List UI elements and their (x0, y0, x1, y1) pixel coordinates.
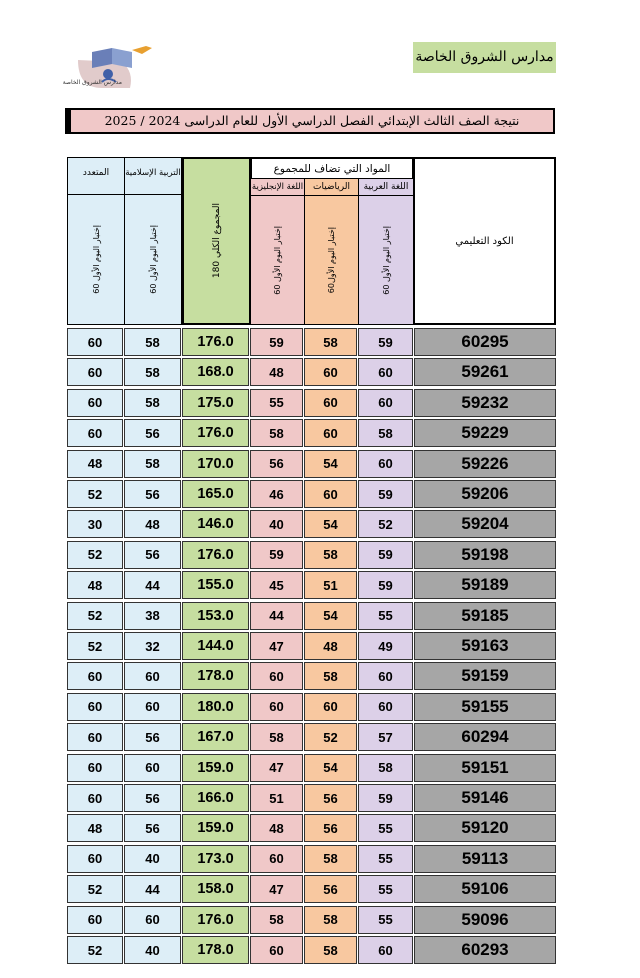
cell-math: 54 (304, 602, 357, 630)
cell-total: 180.0 (182, 693, 249, 721)
header-islamic-exam (124, 194, 182, 325)
cell-multi: 52 (67, 541, 123, 569)
cell-islamic: 60 (124, 662, 181, 690)
cell-english: 60 (250, 693, 303, 721)
cell-arabic: 60 (358, 358, 413, 386)
cell-arabic: 55 (358, 602, 413, 630)
cell-code: 59155 (414, 693, 556, 721)
header-english (250, 178, 305, 196)
cell-math: 58 (304, 328, 357, 356)
cell-multi: 60 (67, 662, 123, 690)
table-row (67, 784, 556, 812)
cell-multi: 52 (67, 480, 123, 508)
table-row (67, 723, 556, 751)
cell-arabic: 57 (358, 723, 413, 751)
cell-arabic: 59 (358, 480, 413, 508)
cell-multi: 60 (67, 358, 123, 386)
cell-islamic: 48 (124, 510, 181, 538)
cell-code: 59146 (414, 784, 556, 812)
cell-islamic: 44 (124, 571, 181, 599)
table-row (67, 875, 556, 903)
cell-multi: 48 (67, 814, 123, 842)
header-english-label: اللغة الإنجليزية (251, 182, 304, 192)
header-math (304, 178, 359, 196)
cell-arabic: 60 (358, 389, 413, 417)
cell-islamic: 56 (124, 723, 181, 751)
cell-code: 59232 (414, 389, 556, 417)
cell-arabic: 55 (358, 845, 413, 873)
page-title: نتيجة الصف الثالث الإبتدائي الفصل الدراسي الأول للعام الدراسى 2024 / 2025 (65, 108, 555, 134)
cell-math: 48 (304, 632, 357, 660)
cell-code: 59204 (414, 510, 556, 538)
cell-multi: 30 (67, 510, 123, 538)
header-arabic-label: اللغة العربية (363, 182, 409, 192)
cell-arabic: 60 (358, 450, 413, 478)
cell-multi: 60 (67, 906, 123, 934)
table-row (67, 510, 556, 538)
table-row (67, 571, 556, 599)
cell-total: 153.0 (182, 602, 249, 630)
cell-islamic: 56 (124, 814, 181, 842)
cell-code: 59206 (414, 480, 556, 508)
cell-multi: 60 (67, 754, 123, 782)
cell-total: 178.0 (182, 936, 249, 964)
header-islamic (124, 157, 182, 195)
cell-islamic: 56 (124, 419, 181, 447)
cell-arabic: 59 (358, 571, 413, 599)
cell-arabic: 55 (358, 814, 413, 842)
cell-arabic: 60 (358, 693, 413, 721)
table-row (67, 906, 556, 934)
cell-math: 51 (304, 571, 357, 599)
cell-multi: 60 (67, 723, 123, 751)
table-row (67, 814, 556, 842)
cell-english: 55 (250, 389, 303, 417)
cell-english: 47 (250, 754, 303, 782)
table-row (67, 754, 556, 782)
cell-code: 60293 (414, 936, 556, 964)
cell-code: 59151 (414, 754, 556, 782)
cell-english: 60 (250, 662, 303, 690)
cell-math: 54 (304, 450, 357, 478)
header-arabic-exam (358, 195, 414, 325)
cell-multi: 60 (67, 784, 123, 812)
cell-islamic: 60 (124, 693, 181, 721)
header-arabic (358, 178, 414, 196)
cell-total: 146.0 (182, 510, 249, 538)
cell-total: 175.0 (182, 389, 249, 417)
cell-multi: 60 (67, 419, 123, 447)
header-total (182, 157, 251, 325)
cell-arabic: 49 (358, 632, 413, 660)
cell-code: 59185 (414, 602, 556, 630)
cell-english: 47 (250, 632, 303, 660)
cell-multi: 52 (67, 632, 123, 660)
header-english-exam (250, 195, 305, 325)
cell-multi: 52 (67, 875, 123, 903)
cell-code: 60295 (414, 328, 556, 356)
cell-code: 59106 (414, 875, 556, 903)
cell-islamic: 40 (124, 845, 181, 873)
cell-total: 158.0 (182, 875, 249, 903)
cell-math: 54 (304, 754, 357, 782)
cell-total: 170.0 (182, 450, 249, 478)
cell-english: 59 (250, 541, 303, 569)
school-name-label: مدارس الشروق الخاصة (413, 42, 556, 73)
cell-islamic: 40 (124, 936, 181, 964)
cell-english: 56 (250, 450, 303, 478)
cell-english: 47 (250, 875, 303, 903)
cell-multi: 48 (67, 450, 123, 478)
cell-code: 59261 (414, 358, 556, 386)
cell-math: 58 (304, 936, 357, 964)
cell-math: 56 (304, 784, 357, 812)
cell-multi: 60 (67, 845, 123, 873)
cell-english: 48 (250, 814, 303, 842)
header-multi-label: المتعدد (82, 168, 110, 178)
cell-math: 58 (304, 906, 357, 934)
cell-total: 176.0 (182, 906, 249, 934)
header-math-label: الرياضيات (312, 182, 351, 192)
header-math-exam (304, 195, 359, 325)
exam-multi-label: إختبار اليوم الأول 60 (91, 225, 101, 294)
cell-english: 60 (250, 845, 303, 873)
cell-english: 60 (250, 936, 303, 964)
cell-english: 58 (250, 419, 303, 447)
table-row (67, 936, 556, 964)
cell-total: 176.0 (182, 419, 249, 447)
table-row (67, 358, 556, 386)
cell-total: 165.0 (182, 480, 249, 508)
header-code (413, 157, 556, 325)
header-total-label: المجموع الكلي 180 (211, 203, 222, 279)
cell-code: 59163 (414, 632, 556, 660)
cell-arabic: 58 (358, 419, 413, 447)
cell-total: 176.0 (182, 541, 249, 569)
cell-total: 144.0 (182, 632, 249, 660)
table-row (67, 602, 556, 630)
logo-text: مدارس الشروق الخاصة (62, 79, 122, 86)
cell-math: 58 (304, 662, 357, 690)
cell-math: 60 (304, 693, 357, 721)
header-group-label: المواد التي تضاف للمجموع (273, 162, 391, 175)
cell-code: 59159 (414, 662, 556, 690)
header-multi (67, 157, 125, 195)
cell-islamic: 58 (124, 389, 181, 417)
cell-code: 59198 (414, 541, 556, 569)
cell-islamic: 32 (124, 632, 181, 660)
cell-math: 60 (304, 480, 357, 508)
cell-english: 40 (250, 510, 303, 538)
cell-english: 48 (250, 358, 303, 386)
cell-arabic: 60 (358, 662, 413, 690)
cell-islamic: 38 (124, 602, 181, 630)
cell-total: 168.0 (182, 358, 249, 386)
exam-islamic-label: إختبار اليوم الأول 60 (148, 225, 158, 294)
cell-math: 56 (304, 875, 357, 903)
cell-english: 44 (250, 602, 303, 630)
cell-islamic: 56 (124, 784, 181, 812)
cell-english: 58 (250, 906, 303, 934)
cell-multi: 60 (67, 693, 123, 721)
cell-islamic: 56 (124, 480, 181, 508)
cell-total: 178.0 (182, 662, 249, 690)
cell-multi: 52 (67, 602, 123, 630)
cell-total: 166.0 (182, 784, 249, 812)
cell-islamic: 44 (124, 875, 181, 903)
cell-english: 45 (250, 571, 303, 599)
cell-math: 58 (304, 845, 357, 873)
header-multi-exam (67, 194, 125, 325)
cell-total: 159.0 (182, 754, 249, 782)
cell-arabic: 55 (358, 906, 413, 934)
cell-code: 59189 (414, 571, 556, 599)
table-row (67, 419, 556, 447)
cell-arabic: 55 (358, 875, 413, 903)
cell-code: 59113 (414, 845, 556, 873)
table-row (67, 328, 556, 356)
cell-arabic: 58 (358, 754, 413, 782)
cell-math: 60 (304, 389, 357, 417)
cell-code: 59096 (414, 906, 556, 934)
table-row (67, 632, 556, 660)
cell-total: 167.0 (182, 723, 249, 751)
table-row (67, 541, 556, 569)
cell-arabic: 60 (358, 936, 413, 964)
table-row (67, 480, 556, 508)
cell-multi: 52 (67, 936, 123, 964)
cell-arabic: 59 (358, 541, 413, 569)
exam-english-label: إختبار اليوم الأول 60 (273, 225, 282, 295)
header-group (250, 157, 414, 179)
cell-code: 59226 (414, 450, 556, 478)
school-logo (62, 42, 158, 94)
cell-islamic: 58 (124, 450, 181, 478)
header-islamic-label: التربية الإسلامية (125, 168, 181, 178)
cell-multi: 60 (67, 389, 123, 417)
exam-arabic-label: إختبار اليوم الأول 60 (381, 225, 391, 295)
cell-islamic: 58 (124, 328, 181, 356)
cell-math: 54 (304, 510, 357, 538)
cell-islamic: 58 (124, 358, 181, 386)
cell-total: 159.0 (182, 814, 249, 842)
table-row (67, 693, 556, 721)
cell-english: 59 (250, 328, 303, 356)
exam-math-label: إختبار اليوم الأول60 (327, 226, 336, 294)
cell-islamic: 60 (124, 754, 181, 782)
cell-islamic: 60 (124, 906, 181, 934)
cell-english: 46 (250, 480, 303, 508)
cell-math: 58 (304, 541, 357, 569)
cell-total: 176.0 (182, 328, 249, 356)
cell-multi: 48 (67, 571, 123, 599)
table-row (67, 845, 556, 873)
cell-math: 52 (304, 723, 357, 751)
cell-arabic: 59 (358, 784, 413, 812)
table-row (67, 662, 556, 690)
cell-math: 60 (304, 358, 357, 386)
cell-arabic: 59 (358, 328, 413, 356)
header-code-label: الكود التعليمي (455, 235, 514, 247)
cell-islamic: 56 (124, 541, 181, 569)
cell-math: 60 (304, 419, 357, 447)
cell-arabic: 52 (358, 510, 413, 538)
cell-english: 51 (250, 784, 303, 812)
cell-math: 56 (304, 814, 357, 842)
cell-total: 155.0 (182, 571, 249, 599)
table-row (67, 389, 556, 417)
cell-english: 58 (250, 723, 303, 751)
cell-multi: 60 (67, 328, 123, 356)
cell-code: 60294 (414, 723, 556, 751)
table-row (67, 450, 556, 478)
cell-code: 59229 (414, 419, 556, 447)
cell-code: 59120 (414, 814, 556, 842)
cell-total: 173.0 (182, 845, 249, 873)
